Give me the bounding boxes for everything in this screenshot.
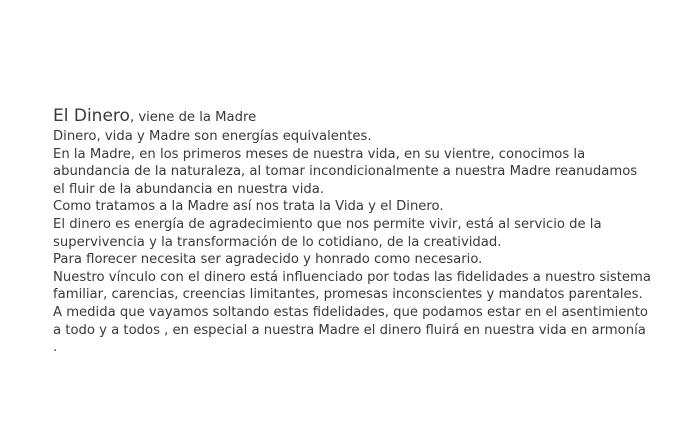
paragraph-2: En la Madre, en los primeros meses de nuestra vida, en su vientre, conocimos la abundancia de la naturaleza, al tomar incondicionalmente a nuestra Madre reanudamos el fluir de la abundancia en nuestra vida. [53,146,638,197]
paragraph-3: Como tratamos a la Madre así nos trata la Vida y el Dinero. [53,199,444,215]
paragraph-7: A medida que vayamos soltando estas fidelidades, que podamos estar en el asentimiento a todo y a todos , en especial a nuestra Madre el dinero fluirá en nuestra vida en armonía . [53,304,648,356]
paragraph-1: Dinero, vida y Madre son energías equivalentes. [53,129,372,144]
document-subtitle: , viene de la Madre [129,110,257,125]
document-title: El Dinero [53,106,130,126]
heading [53,106,653,128]
paragraph-5: Para florecer necesita ser agradecido y honrado como necesario. [53,252,483,268]
document-body [53,106,653,357]
paragraph-6: Nuestro vínculo con el dinero está influenciado por todas las fidelidades a nuestro sistema familiar, carencias, creencias limitantes, promesas inconscientes y mandatos parentales. [53,269,651,303]
paragraph-4: El dinero es energía de agradecimiento que nos permite vivir, está al servicio de la supervivencia y la transformación de lo cotidiano, de la creatividad. [53,216,602,250]
